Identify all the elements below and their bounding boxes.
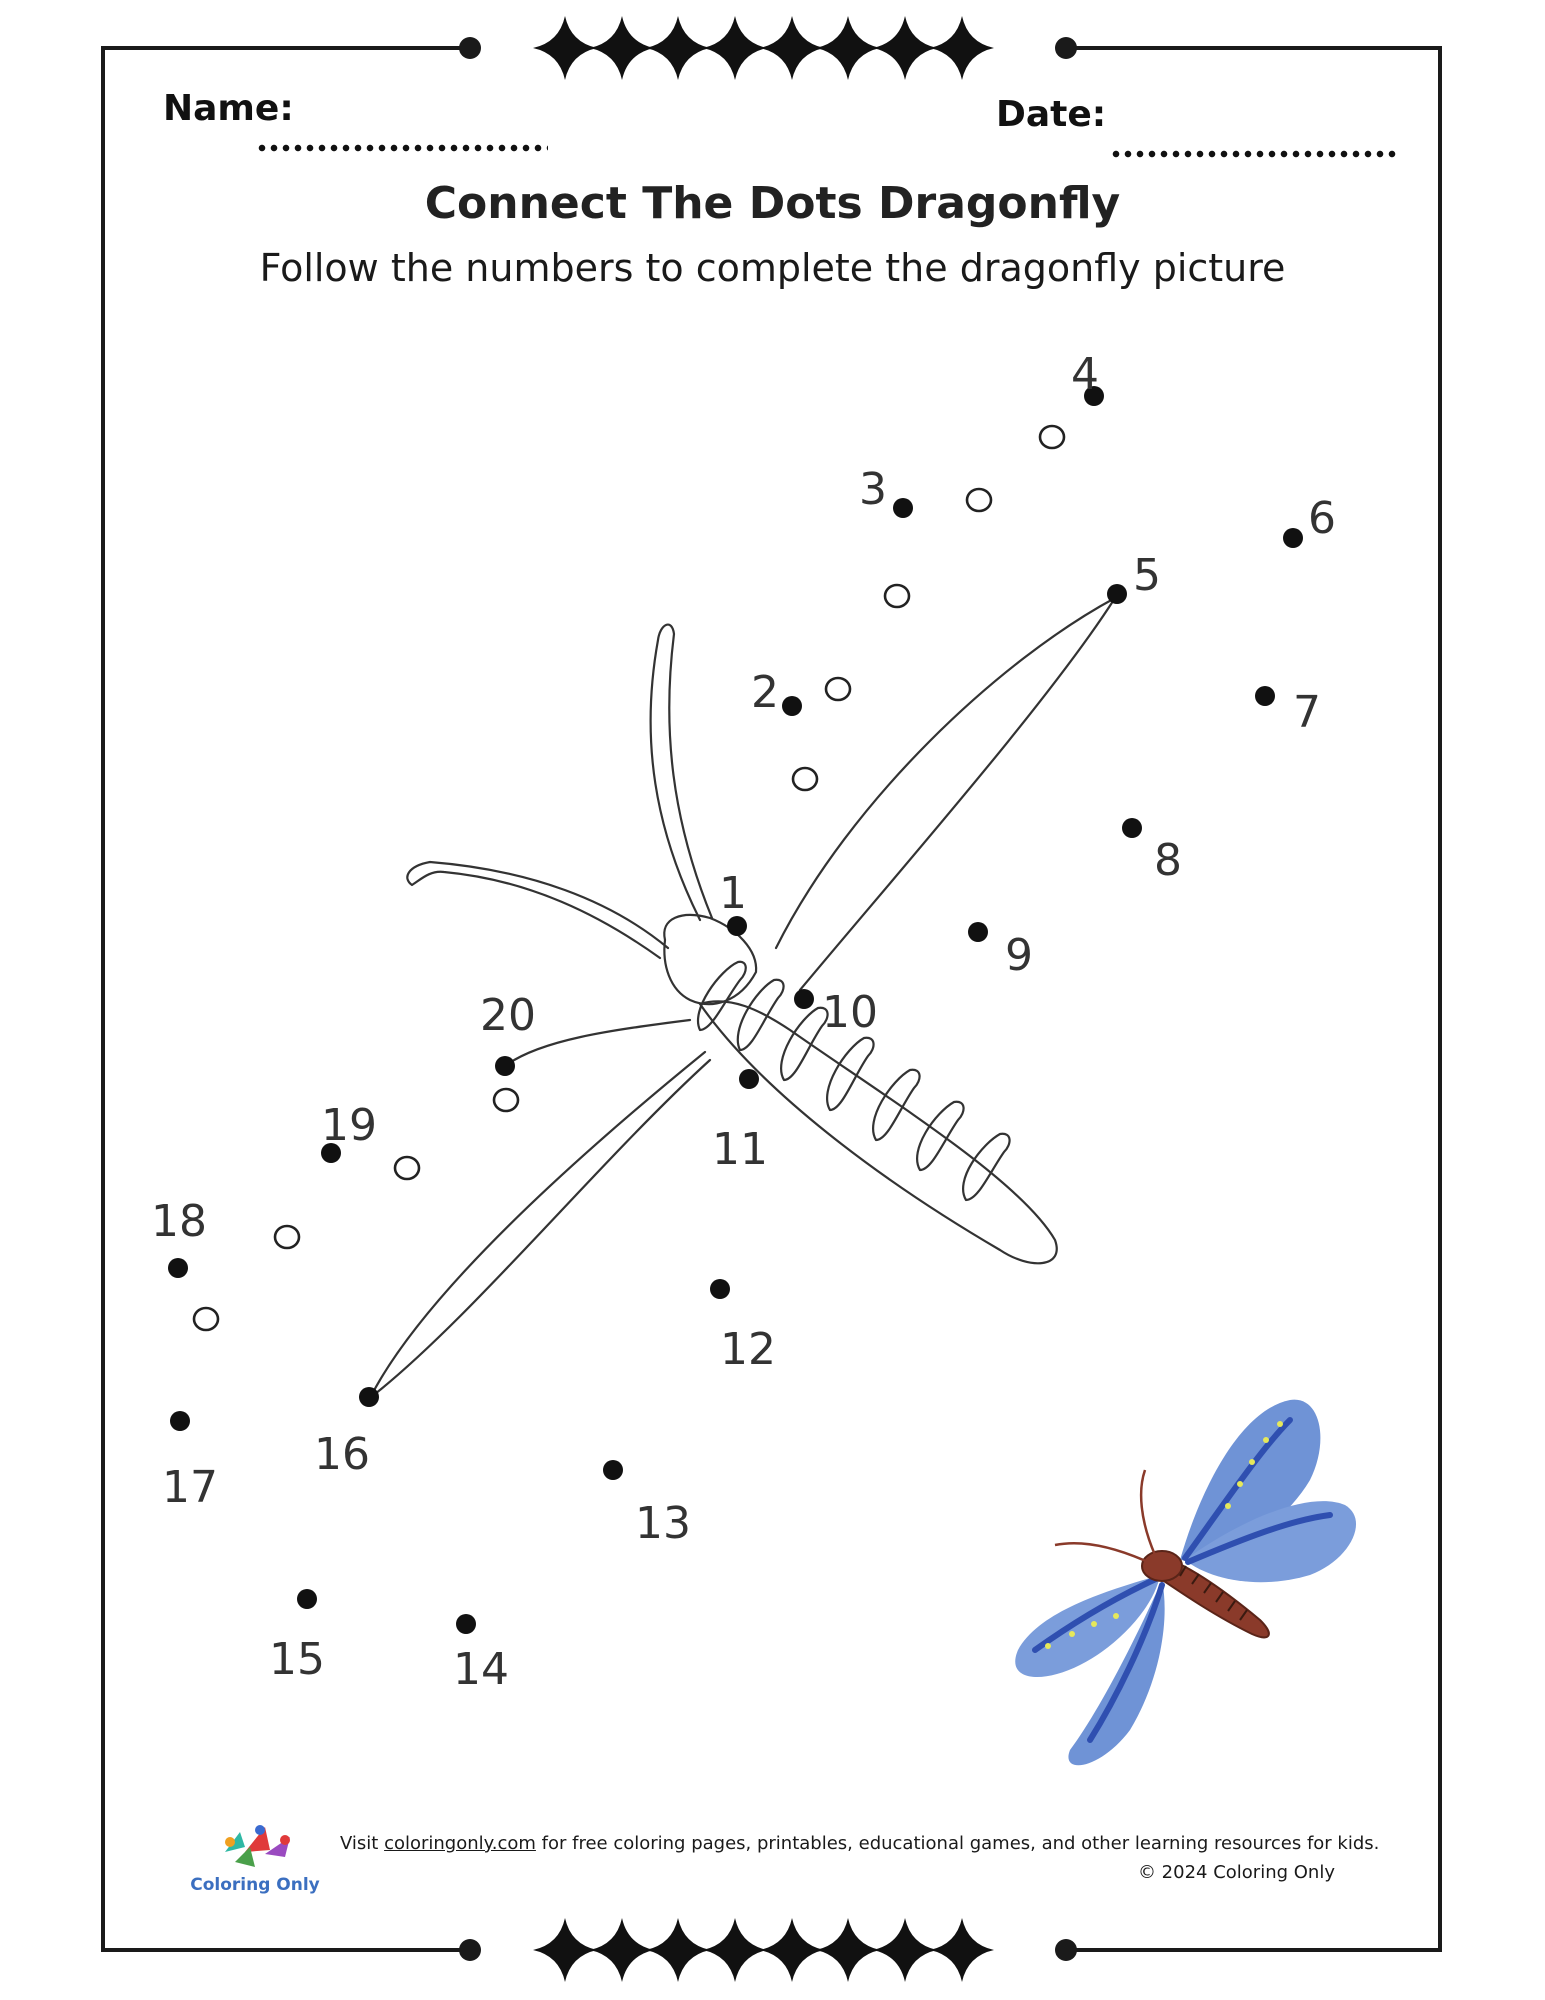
dot-point[interactable] <box>1255 686 1275 706</box>
dot-number-label: 4 <box>1071 349 1099 400</box>
numbered-dot[interactable] <box>480 990 536 1076</box>
dot-point[interactable] <box>782 696 802 716</box>
dot-point[interactable] <box>495 1056 515 1076</box>
numbered-dot[interactable] <box>968 922 1033 981</box>
footer <box>340 1833 1380 1883</box>
numbered-dot[interactable] <box>794 987 878 1038</box>
guide-circle <box>494 1089 518 1111</box>
dot-point[interactable] <box>1283 528 1303 548</box>
dot-number-label: 18 <box>151 1196 207 1247</box>
guide-circle <box>967 489 991 511</box>
numbered-dot[interactable] <box>603 1460 691 1549</box>
dot-number-label: 10 <box>822 987 878 1038</box>
dot-number-label: 12 <box>720 1324 776 1375</box>
dot-point[interactable] <box>727 916 747 936</box>
date-label: Date: <box>996 94 1107 135</box>
dot-number-label: 14 <box>453 1644 509 1695</box>
dot-number-label: 3 <box>859 464 887 515</box>
site-link[interactable]: coloringonly.com <box>384 1833 536 1854</box>
dot-number-label: 8 <box>1154 835 1182 886</box>
copyright-text: © 2024 Coloring Only <box>1137 1862 1335 1883</box>
dot-number-label: 15 <box>269 1634 325 1685</box>
numbered-dot[interactable] <box>1122 818 1182 886</box>
numbered-dot[interactable] <box>314 1387 379 1480</box>
dot-number-label: 6 <box>1308 493 1336 544</box>
dot-point[interactable] <box>170 1411 190 1431</box>
numbered-dot[interactable] <box>751 667 802 718</box>
numbered-dot[interactable] <box>859 464 913 518</box>
dot-number-label: 19 <box>321 1100 377 1151</box>
dot-number-label: 20 <box>480 990 536 1041</box>
footer-visit-suffix: for free coloring pages, printables, educational games, and other learning resources for kids. <box>535 1833 1380 1854</box>
dot-number-label: 16 <box>314 1429 370 1480</box>
dot-point[interactable] <box>359 1387 379 1407</box>
dot-number-label: 2 <box>751 667 779 718</box>
numbered-dot[interactable] <box>1071 349 1104 406</box>
dot-number-label: 11 <box>712 1124 768 1175</box>
dot-point[interactable] <box>794 989 814 1009</box>
dot-point[interactable] <box>603 1460 623 1480</box>
guide-circle <box>1040 426 1064 448</box>
guide-circle <box>793 768 817 790</box>
numbered-dot[interactable] <box>162 1411 218 1513</box>
numbered-dot[interactable] <box>269 1589 325 1685</box>
guide-circle <box>826 678 850 700</box>
dot-point[interactable] <box>1107 584 1127 604</box>
dot-number-label: 9 <box>1005 930 1033 981</box>
guide-circle <box>395 1157 419 1179</box>
dot-point[interactable] <box>297 1589 317 1609</box>
footer-visit-prefix: Visit <box>340 1833 385 1854</box>
dot-point[interactable] <box>456 1614 476 1634</box>
logo-text: Coloring Only <box>190 1875 320 1895</box>
numbered-dot[interactable] <box>321 1100 377 1163</box>
dot-number-label: 13 <box>635 1498 691 1549</box>
page-subtitle: Follow the numbers to complete the dragonfly picture <box>259 246 1286 290</box>
dot-point[interactable] <box>968 922 988 942</box>
dot-point[interactable] <box>710 1279 730 1299</box>
name-label: Name: <box>163 88 294 129</box>
numbered-dot[interactable] <box>712 1069 768 1175</box>
numbered-dot[interactable] <box>1255 686 1321 738</box>
dot-point[interactable] <box>168 1258 188 1278</box>
dot-point[interactable] <box>739 1069 759 1089</box>
dot-number-label: 17 <box>162 1462 218 1513</box>
numbered-dot[interactable] <box>710 1279 776 1375</box>
numbered-dot[interactable] <box>719 868 747 936</box>
guide-circle <box>275 1226 299 1248</box>
guide-circles <box>194 426 1064 1330</box>
numbered-dot[interactable] <box>453 1614 509 1695</box>
dot-number-label: 5 <box>1133 550 1161 601</box>
dot-point[interactable] <box>1122 818 1142 838</box>
dot-number-label: 1 <box>719 868 747 919</box>
dragonfly-illustration <box>990 1380 1370 1780</box>
guide-circle <box>194 1308 218 1330</box>
dot-point[interactable] <box>893 498 913 518</box>
numbered-dot[interactable] <box>1107 550 1161 604</box>
page-title: Connect The Dots Dragonfly <box>424 178 1121 229</box>
guide-circle <box>885 585 909 607</box>
numbered-dot[interactable] <box>1283 493 1336 548</box>
dot-number-label: 7 <box>1293 687 1321 738</box>
numbered-dot[interactable] <box>151 1196 207 1278</box>
